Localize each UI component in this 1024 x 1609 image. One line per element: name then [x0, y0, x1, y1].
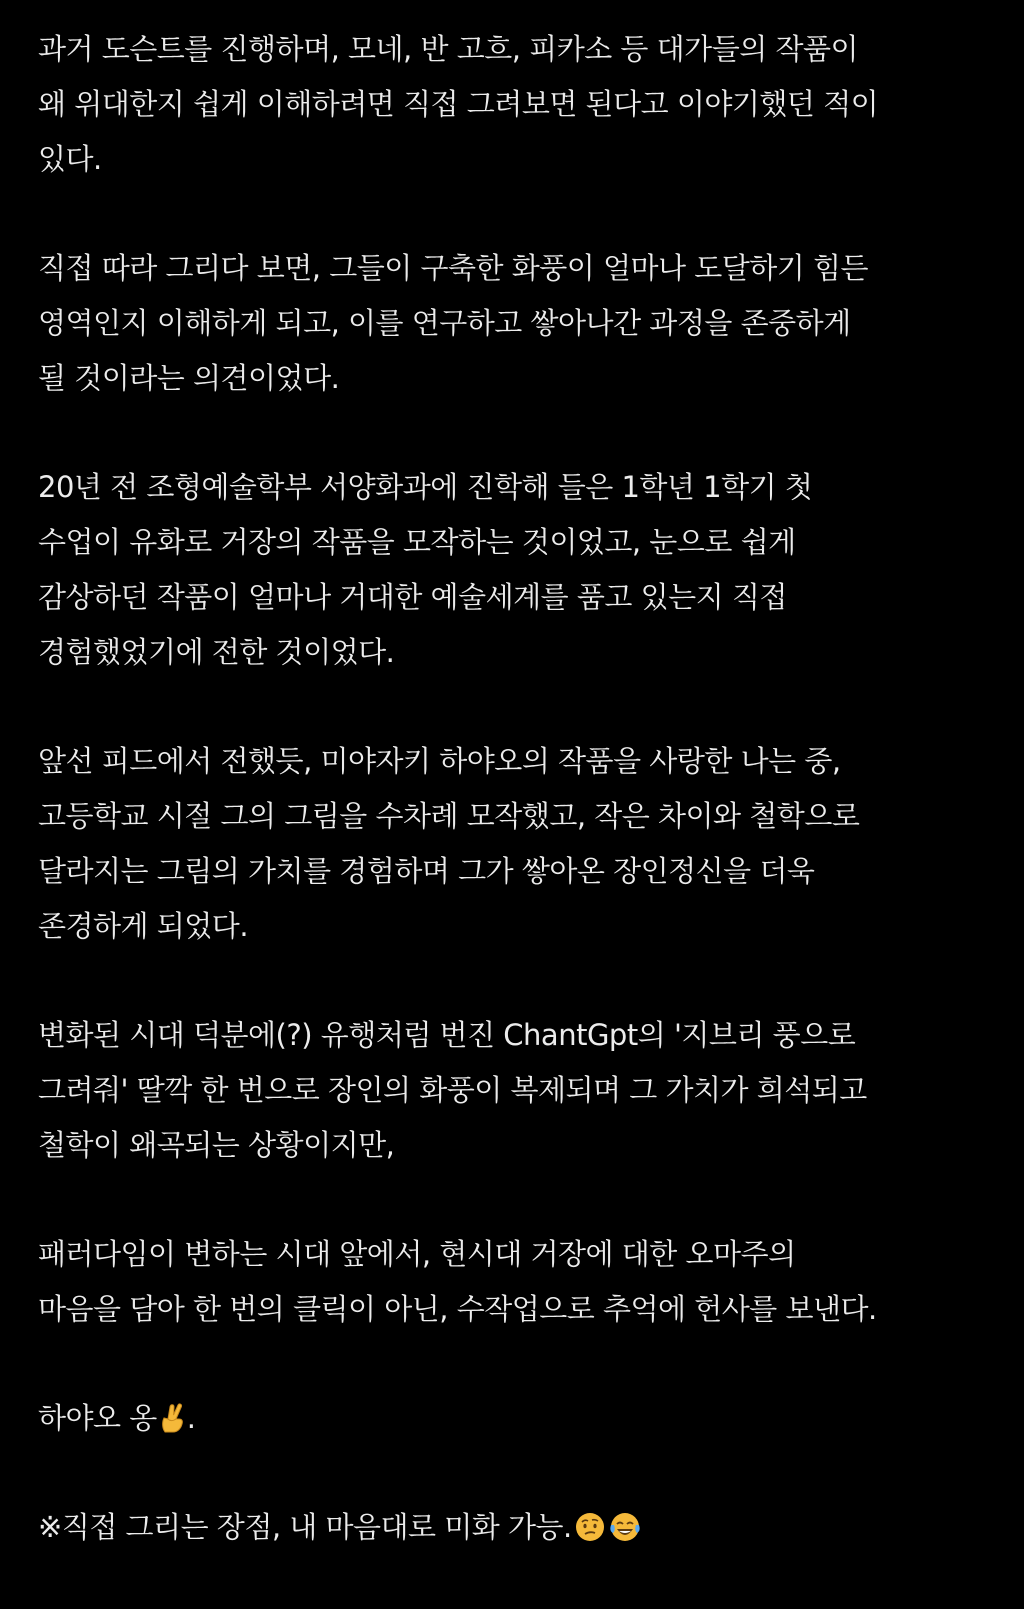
- paragraph-docent: [38, 22, 998, 187]
- footnote-line: [38, 1500, 998, 1555]
- text-line: 있다.: [38, 142, 102, 176]
- crossed-fingers-icon: [159, 1402, 187, 1434]
- paragraph-trend: [38, 1008, 998, 1173]
- text-line: 왜 위대한지 쉽게 이해하려면 직접 그려보면 된다고 이야기했던 적이: [38, 87, 879, 121]
- closing-suffix: .: [186, 1401, 196, 1435]
- text-line: 그려줘' 딸깍 한 번으로 장인의 화풍이 복제되며 그 가치가 희석되고: [38, 1073, 867, 1107]
- text-line: 패러다임이 변하는 시대 앞에서, 현시대 거장에 대한 오마주의: [38, 1237, 796, 1271]
- text-line: 앞선 피드에서 전했듯, 미야자키 하야오의 작품을 사랑한 나는 중,: [38, 744, 841, 778]
- text-line: 고등학교 시절 그의 그림을 수차례 모작했고, 작은 차이와 철학으로: [38, 799, 860, 833]
- closing-text: 하야오 옹: [38, 1401, 157, 1435]
- text-line: 수업이 유화로 거장의 작품을 모작하는 것이었고, 눈으로 쉽게: [38, 525, 796, 559]
- text-line: 존경하게 되었다.: [38, 909, 249, 943]
- text-line: 직접 따라 그리다 보면, 그들이 구축한 화풍이 얼마나 도달하기 힘든: [38, 251, 869, 285]
- paragraph-copying: [38, 241, 998, 406]
- text-line: 변화된 시대 덕분에(?) 유행처럼 번진 ChantGpt의 '지브리 풍으로: [38, 1018, 856, 1052]
- text-line: 마음을 담아 한 번의 클릭이 아닌, 수작업으로 추억에 헌사를 보낸다.: [38, 1292, 877, 1326]
- text-line: 20년 전 조형예술학부 서양화과에 진학해 들은 1학년 1학기 첫: [38, 470, 813, 504]
- paragraph-homage: [38, 1227, 998, 1337]
- text-line: 감상하던 작품이 얼마나 거대한 예술세계를 품고 있는지 직접: [38, 580, 787, 614]
- text-line: 철학이 왜곡되는 상황이지만,: [38, 1128, 395, 1162]
- tears-of-joy-icon: [608, 1511, 642, 1543]
- text-line: 과거 도슨트를 진행하며, 모네, 반 고흐, 피카소 등 대가들의 작품이: [38, 32, 858, 66]
- text-line: 영역인지 이해하게 되고, 이를 연구하고 쌓아나간 과정을 존중하게: [38, 306, 851, 340]
- thinking-face-icon: [574, 1511, 606, 1543]
- post-body: [38, 22, 998, 1609]
- text-line: 달라지는 그림의 가치를 경험하며 그가 쌓아온 장인정신을 더욱: [38, 854, 815, 888]
- closing-line: [38, 1391, 998, 1446]
- paragraph-art-school: [38, 460, 998, 680]
- paragraph-miyazaki: [38, 734, 998, 954]
- text-line: 경험했었기에 전한 것이었다.: [38, 635, 395, 669]
- text-line: 될 것이라는 의견이었다.: [38, 361, 340, 395]
- footnote-text: ※직접 그리는 장점, 내 마음대로 미화 가능.: [38, 1510, 572, 1544]
